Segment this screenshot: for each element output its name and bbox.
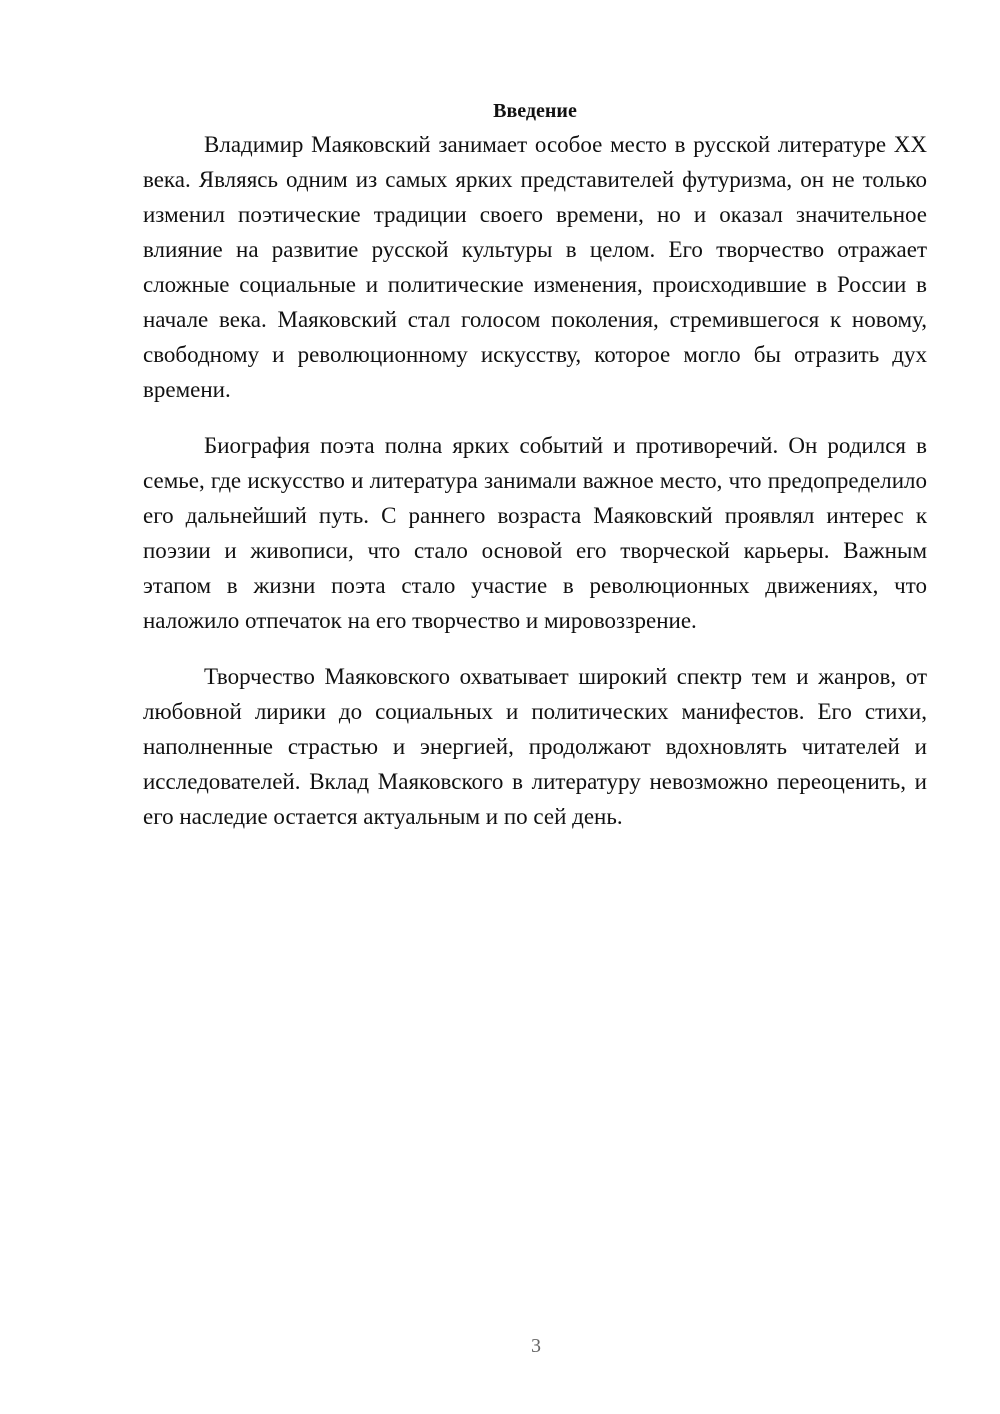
page-content [143,96,927,855]
paragraph-intro: Владимир Маяковский занимает особое место в русской литературе XX века. Являясь одним из самых ярких представителей футуризма, он не только изменил поэтические традиции своего времени, но и оказал значительное влияние на развитие русской культуры в целом. Его творчество отражает сложные социальные и политические изменения, происходившие в России в начале века. Маяковский стал голосом поколения, стремившегося к новому, свободному и революционному искусству, которое могло бы отразить дух времени. [143,132,927,402]
page-number: 3 [531,1335,541,1357]
paragraph-creative-work: Творчество Маяковского охватывает широкий спектр тем и жанров, от любовной лирики до социальных и политических манифестов. Его стихи, наполненные страстью и энергией, продолжают вдохновлять читателей и исследователей. Вклад Маяковского в литературу невозможно переоценить, и его наследие остается актуальным и по сей день. [143,664,927,829]
section-heading: Введение [493,100,577,122]
paragraph-biography: Биография поэта полна ярких событий и противоречий. Он родился в семье, где искусство и литература занимали важное место, что предопределило его дальнейший путь. С раннего возраста Маяковский проявлял интерес к поэзии и живописи, что стало основой его творческой карьеры. Важным этапом в жизни поэта стало участие в революционных движениях, что наложило отпечаток на его творчество и мировоззрение. [143,433,927,633]
